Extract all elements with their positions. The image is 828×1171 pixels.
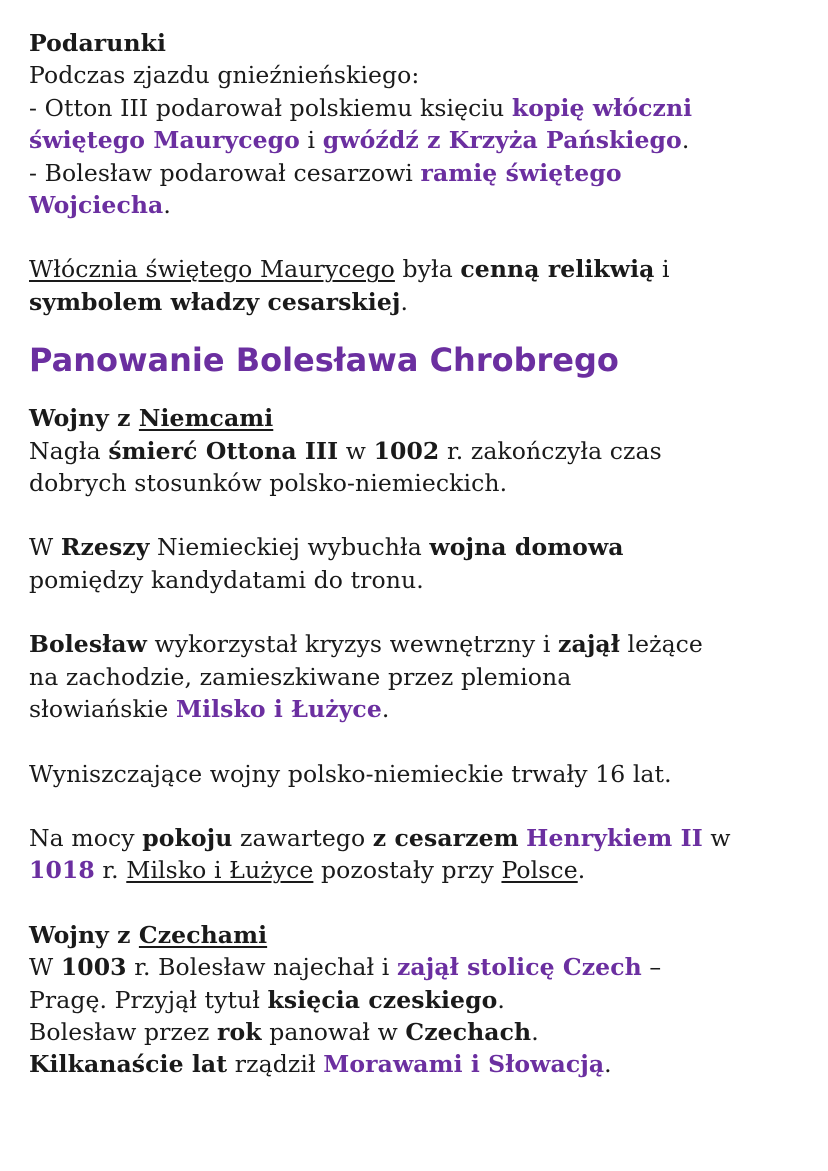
text-line: Podczas zjazdu gnieźnieńskiego: [29, 61, 420, 90]
bold-text: zajął [558, 630, 620, 659]
page-heading: Panowanie Bolesława Chrobrego [29, 341, 619, 380]
text: Na mocy [29, 823, 143, 852]
text-line [29, 124, 798, 156]
text: w [338, 436, 374, 465]
text: W [29, 533, 61, 562]
text-line [29, 984, 798, 1016]
text: Wojny z [29, 920, 139, 949]
text-line: na zachodzie, zamieszkiwane przez plemiona [29, 662, 572, 691]
text: . [400, 287, 409, 316]
bold-text: 1003 [60, 953, 127, 982]
text: r. [94, 856, 127, 885]
bold-text: Bolesław [29, 630, 147, 659]
text: . [577, 856, 586, 885]
text-line [29, 531, 798, 563]
text-line: Wyniszczające wojny polsko-niemieckie trwały 16 lat. [29, 759, 672, 788]
bold-text: śmierć Ottona III [108, 436, 339, 465]
text: wykorzystał kryzys wewnętrzny i [146, 630, 559, 659]
text: Pragę. Przyjął tytuł [29, 985, 268, 1014]
text-line [29, 1048, 798, 1080]
text-line [29, 157, 798, 189]
bold-text: Rzeszy [60, 533, 150, 562]
underlined-text: Czechami [138, 920, 268, 949]
highlight-text: zajął stolicę Czech [396, 953, 642, 982]
spacer [29, 596, 798, 628]
text-line: pomiędzy kandydatami do tronu. [29, 565, 424, 594]
text-line [29, 628, 798, 660]
bold-text: 1002 [373, 436, 440, 465]
bold-text: symbolem władzy cesarskiej [29, 287, 401, 316]
bold-text: pokoju [142, 823, 233, 852]
spacer [29, 499, 798, 531]
spacer [29, 790, 798, 822]
highlight-text: Morawami i Słowacją [323, 1050, 605, 1079]
text: Nagła [29, 436, 109, 465]
text: i [299, 126, 323, 155]
text: . [381, 695, 390, 724]
text-line [29, 693, 798, 725]
text-line [29, 189, 798, 221]
text: W [29, 953, 61, 982]
section-title-niemcy [29, 402, 798, 434]
highlight-text: świętego Maurycego [29, 126, 300, 155]
section-title-podarunki: Podarunki [29, 29, 167, 57]
spacer [29, 221, 798, 253]
text: Wojny z [29, 404, 139, 433]
text-line [29, 1016, 798, 1048]
text: rządził [227, 1050, 324, 1079]
text: słowiańskie [29, 695, 176, 724]
text: . [163, 191, 171, 220]
text: . [531, 1017, 539, 1046]
text: i [654, 255, 670, 284]
text-line: dobrych stosunków polsko-niemieckich. [29, 469, 508, 498]
bold-text: księcia czeskiego [267, 985, 498, 1014]
highlight-text: kopię włóczni [511, 93, 693, 122]
underlined-text: Niemcami [138, 404, 274, 433]
underlined-text: Milsko i Łużyce [126, 856, 314, 885]
section-title-czechy [29, 919, 798, 951]
bold-text: z cesarzem [372, 823, 519, 852]
underlined-text: Włócznia świętego Maurycego [29, 255, 395, 284]
underlined-text: Polsce [501, 856, 578, 885]
text: pozostały przy [313, 856, 502, 885]
highlight-text: Henrykiem II [526, 823, 703, 852]
text-line [29, 92, 798, 124]
text-line [29, 435, 798, 467]
text-line [29, 951, 798, 983]
bold-text: rok [217, 1017, 262, 1046]
text-line [29, 253, 798, 285]
text: r. Bolesław najechał i [126, 953, 397, 982]
text: – [641, 953, 662, 982]
text: leżące [619, 630, 703, 659]
spacer [29, 318, 798, 340]
spacer [29, 726, 798, 758]
bold-text: cenną relikwią [460, 255, 655, 284]
text-line [29, 286, 798, 318]
bold-text: Czechach [405, 1017, 532, 1046]
text: - Bolesław podarował cesarzowi [29, 158, 421, 187]
text: r. zakończyła czas [439, 436, 662, 465]
text: panował w [261, 1017, 406, 1046]
text: Bolesław przez [29, 1017, 218, 1046]
text: . [604, 1050, 612, 1079]
bold-text: wojna domowa [429, 533, 624, 562]
highlight-text: Milsko i Łużyce [176, 695, 382, 724]
text-line [29, 822, 798, 854]
text: w [702, 823, 731, 852]
text: była [394, 255, 461, 284]
text: . [497, 985, 505, 1014]
spacer [29, 887, 798, 919]
highlight-text: gwóźdź z Krzyża Pańskiego [322, 126, 682, 155]
spacer [29, 380, 798, 402]
text-line [29, 854, 798, 886]
highlight-text: 1018 [29, 856, 95, 885]
highlight-text: ramię świętego [420, 158, 622, 187]
bold-text: Kilkanaście lat [29, 1050, 228, 1079]
text: - Otton III podarował polskiemu księciu [29, 93, 512, 122]
text: Niemieckiej wybuchła [149, 533, 430, 562]
highlight-text: Wojciecha [29, 191, 164, 220]
text: . [681, 126, 690, 155]
text: zawartego [232, 823, 373, 852]
